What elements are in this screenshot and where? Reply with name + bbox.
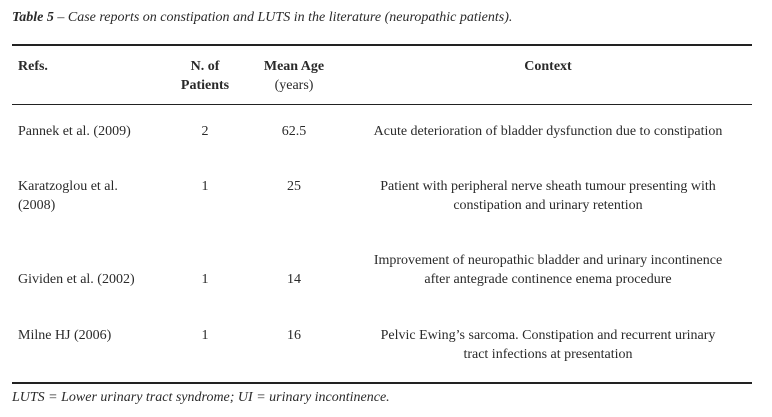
row-2-context-line2: constipation and urinary retention: [453, 198, 643, 213]
table-footnote: LUTS = Lower urinary tract syndrome; UI = urinary incontinence.: [12, 390, 390, 405]
row-3-ref: Gividen et al. (2002): [18, 272, 135, 287]
row-4-context-line2: tract infections at presentation: [463, 347, 633, 362]
row-1-age: 62.5: [281, 124, 307, 139]
row-3-context: [344, 251, 752, 289]
row-2-context-line1: Patient with peripheral nerve sheath tumour presenting with: [380, 179, 716, 194]
row-4-patients: 1: [201, 328, 209, 343]
row-1-context: Acute deterioration of bladder dysfunction due to constipation: [373, 124, 723, 139]
row-2-patients: 1: [201, 179, 209, 194]
table-bottom-rule: [12, 382, 752, 384]
table-caption: [12, 10, 512, 26]
header-refs: Refs.: [18, 59, 48, 74]
row-3-context-line2: after antegrade continence enema procedure: [424, 272, 672, 287]
row-4-ref: Milne HJ (2006): [18, 328, 112, 343]
row-2-context: [344, 177, 752, 215]
row-1-ref: Pannek et al. (2009): [18, 124, 131, 139]
row-3-patients: 1: [201, 272, 209, 287]
row-3-age: 14: [287, 272, 301, 287]
header-patients-line2: Patients: [180, 78, 230, 93]
row-1-patients: 2: [201, 124, 209, 139]
header-context: Context: [524, 59, 572, 74]
header-mean-age: [250, 57, 338, 95]
row-2-ref: [18, 177, 168, 215]
header-age-line1: Mean Age: [263, 59, 325, 74]
header-patients: [160, 57, 250, 95]
row-4-age: 16: [287, 328, 301, 343]
row-2-age: 25: [287, 179, 301, 194]
row-3-context-line1: Improvement of neuropathic bladder and urinary incontinence: [373, 253, 723, 268]
table-header-rule: [12, 104, 752, 105]
header-patients-line1: N. of: [190, 59, 220, 74]
row-4-context: [344, 326, 752, 364]
header-age-line2: (years): [274, 78, 314, 93]
table-top-rule: [12, 44, 752, 46]
row-4-context-line1: Pelvic Ewing’s sarcoma. Constipation and recurrent urinary: [380, 328, 716, 343]
row-2-ref-line2: (2008): [18, 198, 56, 213]
row-2-ref-line1: Karatzoglou et al.: [18, 179, 118, 194]
table-caption-text: – Case reports on constipation and LUTS in the literature (neuropathic patients).: [53, 10, 513, 25]
table-label: Table 5: [12, 10, 54, 25]
